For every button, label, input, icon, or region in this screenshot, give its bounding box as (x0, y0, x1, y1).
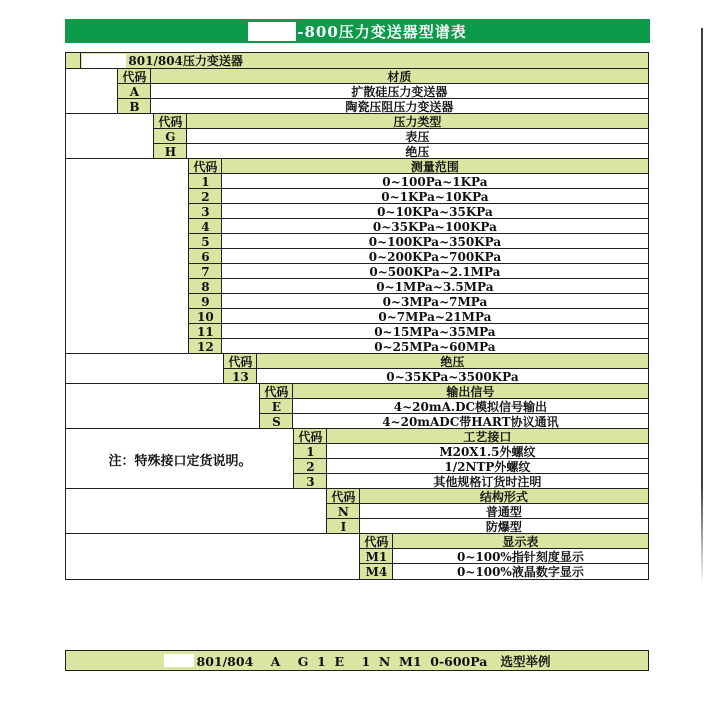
code-header-cell: 代码 (359, 533, 393, 550)
code-cell: 12 (188, 338, 222, 355)
block-process-connection (65, 428, 649, 490)
product-row (65, 52, 649, 70)
code-header-cell: 代码 (117, 68, 151, 85)
code-cell: I (326, 518, 360, 535)
block-left-spacer (65, 383, 261, 430)
value-cell: 0~100KPa~350KPa (221, 233, 649, 250)
block-title: 工艺接口 (326, 428, 649, 445)
value-cell: M20X1.5外螺纹 (326, 443, 649, 460)
value-cell: 1/2NTP外螺纹 (326, 458, 649, 475)
block-left-spacer (65, 488, 328, 535)
selection-example-row (65, 650, 649, 671)
block-title: 测量范围 (221, 158, 649, 175)
block-material (65, 68, 649, 115)
block-left-spacer (65, 68, 119, 115)
value-cell: 0~1MPa~3.5MPa (221, 278, 649, 295)
value-cell: 0~35KPa~3500KPa (256, 368, 649, 385)
table-row (359, 563, 649, 580)
code-cell: 5 (188, 233, 222, 250)
block-output-signal (65, 383, 649, 430)
page-edge-line (701, 28, 703, 584)
code-cell: 9 (188, 293, 222, 310)
block-left-spacer (65, 113, 155, 160)
model-selection-table (65, 52, 649, 580)
value-cell: 扩散硅压力变送器 (150, 83, 649, 100)
code-cell: G (153, 128, 187, 145)
code-cell: H (153, 143, 187, 160)
value-cell: 0~35KPa~100KPa (221, 218, 649, 235)
block-measuring-range (65, 158, 649, 355)
product-label: 801/804压力变送器 (128, 54, 243, 68)
value-cell: 其他规格订货时注明 (326, 473, 649, 490)
code-cell: 2 (293, 458, 327, 475)
block-left-spacer (65, 533, 361, 580)
code-cell: N (326, 503, 360, 520)
block-absolute-pressure (65, 353, 649, 385)
block-pressure-type (65, 113, 649, 160)
code-cell: 3 (293, 473, 327, 490)
value-cell: 0~25MPa~60MPa (221, 338, 649, 355)
code-cell: A (117, 83, 151, 100)
code-cell: 2 (188, 188, 222, 205)
block-title: 输出信号 (292, 383, 649, 400)
product-row-main-cell (80, 52, 649, 70)
code-cell: M1 (359, 548, 393, 565)
redaction-patch (164, 654, 194, 667)
value-cell: 0~10KPa~35KPa (221, 203, 649, 220)
code-header-cell: 代码 (326, 488, 360, 505)
code-cell: 7 (188, 263, 222, 280)
code-cell: S (259, 413, 293, 430)
page-title: -800压力变送器型谱表 (297, 22, 467, 41)
value-cell: 0~1KPa~10KPa (221, 188, 649, 205)
order-note: 注：特殊接口定货说明。 (108, 453, 252, 469)
value-cell: 0~200KPa~700KPa (221, 248, 649, 265)
code-cell: 8 (188, 278, 222, 295)
value-cell: 0~7MPa~21MPa (221, 308, 649, 325)
block-title: 绝压 (256, 353, 649, 370)
value-cell: 4~20mADC带HART协议通讯 (292, 413, 649, 430)
title-banner (65, 19, 650, 43)
code-header-cell: 代码 (223, 353, 257, 370)
block-left-spacer (65, 158, 190, 355)
code-cell: B (117, 98, 151, 115)
code-cell: 11 (188, 323, 222, 340)
code-cell: 6 (188, 248, 222, 265)
value-cell: 绝压 (186, 143, 649, 160)
value-cell: 陶瓷压阻压力变送器 (150, 98, 649, 115)
redaction-patch (82, 54, 126, 68)
code-cell: E (259, 398, 293, 415)
block-left-spacer (65, 353, 225, 385)
order-note-cell (65, 428, 295, 490)
code-cell: 1 (188, 173, 222, 190)
value-cell: 表压 (186, 128, 649, 145)
value-cell: 0~500KPa~2.1MPa (221, 263, 649, 280)
selection-example-text: 801/804 A G 1 E 1 N M1 0-600Pa 选型举例 (196, 653, 551, 669)
code-header-cell: 代码 (153, 113, 187, 130)
block-display-meter (65, 533, 649, 580)
value-cell: 普通型 (359, 503, 649, 520)
value-cell: 0~100Pa~1KPa (221, 173, 649, 190)
value-cell: 0~15MPa~35MPa (221, 323, 649, 340)
code-cell: M4 (359, 563, 393, 580)
block-structure-type (65, 488, 649, 535)
code-cell: 10 (188, 308, 222, 325)
block-title: 压力类型 (186, 113, 649, 130)
code-header-cell: 代码 (259, 383, 293, 400)
value-cell: 0~100%液晶数字显示 (392, 563, 649, 580)
block-title: 材质 (150, 68, 649, 85)
value-cell: 0~3MPa~7MPa (221, 293, 649, 310)
value-cell: 4~20mA.DC模拟信号输出 (292, 398, 649, 415)
code-cell: 1 (293, 443, 327, 460)
block-title: 显示表 (392, 533, 649, 550)
code-header-cell: 代码 (293, 428, 327, 445)
code-cell: 3 (188, 203, 222, 220)
code-header-cell: 代码 (188, 158, 222, 175)
value-cell: 防爆型 (359, 518, 649, 535)
block-title: 结构形式 (359, 488, 649, 505)
redaction-patch (248, 22, 296, 41)
code-cell: 13 (223, 368, 257, 385)
value-cell: 0~100%指针刻度显示 (392, 548, 649, 565)
code-cell: 4 (188, 218, 222, 235)
